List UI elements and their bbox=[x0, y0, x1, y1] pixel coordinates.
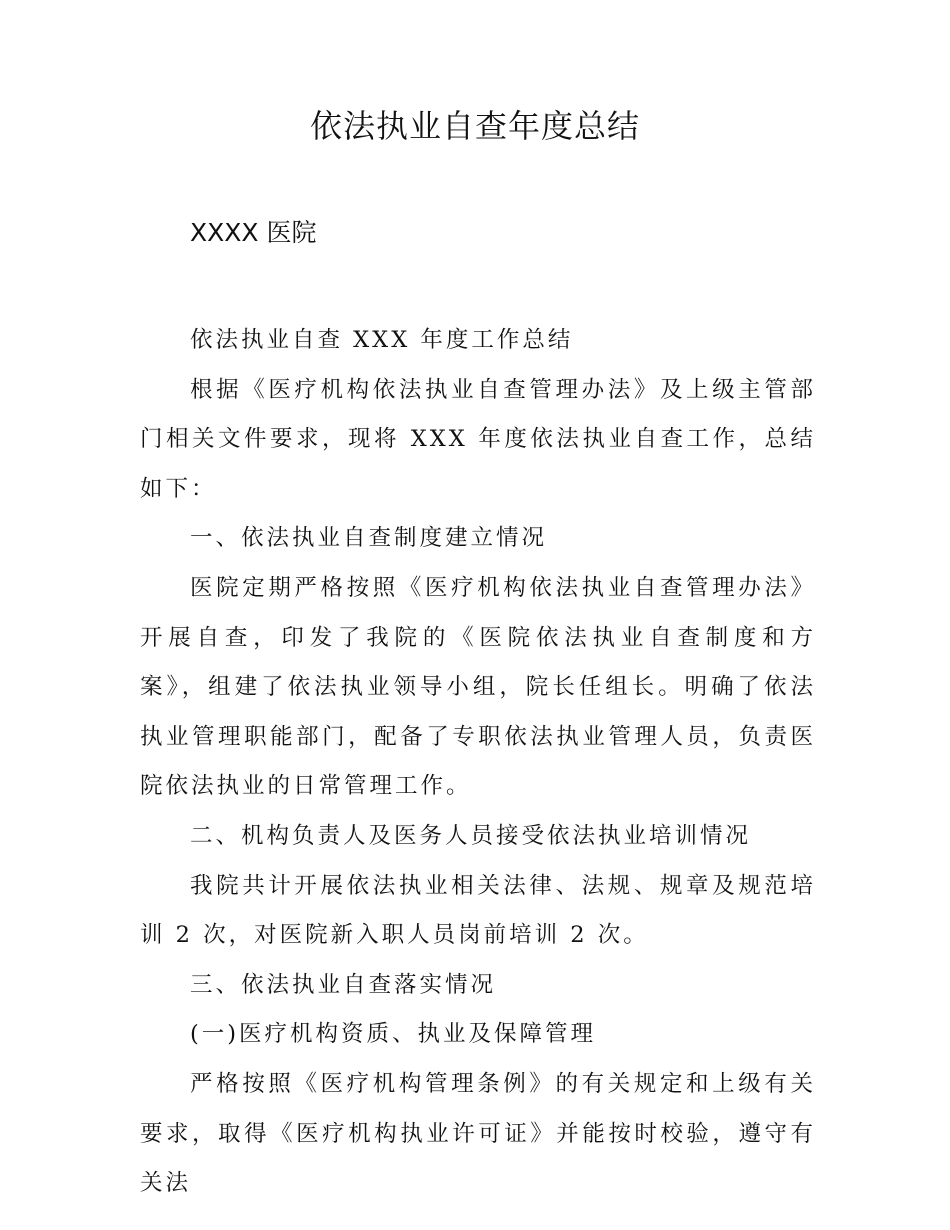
section-heading-2: 二、机构负责人及医务人员接受依法执业培训情况 bbox=[190, 822, 752, 849]
section-heading-1: 一、依法执业自查制度建立情况 bbox=[190, 525, 548, 552]
section-paragraph-1: 医院定期严格按照《医疗机构依法执业自查管理办法》开展自查，印发了我院的《医院依法执业自查制度和方案》，组建了依法执业领导小组，院长任组长。明确了依法执业管理职能部门，配备了专职依法执业管理人员，负责医院依法执业的日常管理工作。 bbox=[140, 574, 816, 800]
subsection-paragraph-3-1: 严格按照《医疗机构管理条例》的有关规定和上级有关要求，取得《医疗机构执业许可证》并能按时校验，遵守有关法 bbox=[140, 1070, 816, 1197]
section-heading-3: 三、依法执业自查落实情况 bbox=[190, 971, 497, 998]
organization-name: XXXX 医院 bbox=[190, 218, 317, 247]
subsection-heading-3-1: (一)医疗机构资质、执业及保障管理 bbox=[190, 1021, 597, 1048]
section-paragraph-2: 我院共计开展依法执业相关法律、法规、规章及规范培训 2 次，对医院新入职人员岗前培训 2 次。 bbox=[140, 872, 816, 949]
document-body bbox=[140, 316, 816, 1209]
document-title: 依法执业自查年度总结 bbox=[309, 107, 640, 145]
intro-paragraph: 根据《医疗机构依法执业自查管理办法》及上级主管部门相关文件要求，现将 XXX 年度依法执业自查工作，总结如下： bbox=[140, 376, 816, 502]
summary-heading: 依法执业自查 XXX 年度工作总结 bbox=[190, 327, 574, 353]
